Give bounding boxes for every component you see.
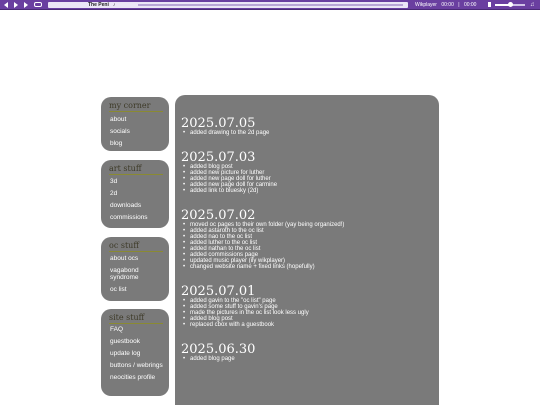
- nav-link-about[interactable]: about: [110, 116, 127, 123]
- player-info: [415, 2, 479, 8]
- log-item: • added blog page: [190, 356, 433, 362]
- previous-icon: [4, 2, 8, 8]
- time-current: 00:00: [441, 2, 454, 8]
- log-item: • added drawing to the 2d page: [190, 130, 433, 136]
- log-item: • added new page doll for luther: [190, 176, 433, 182]
- nav-heading: site stuff: [109, 313, 163, 324]
- playlist-toggle-button[interactable]: [34, 2, 42, 7]
- log-item-list: [181, 222, 433, 270]
- log-item: • added new page doll for carmine: [190, 182, 433, 188]
- nav-link-3d[interactable]: 3d: [110, 178, 118, 185]
- next-icon: [24, 2, 28, 8]
- log-item: • added blog post: [190, 316, 433, 322]
- volume-slider[interactable]: [495, 4, 525, 6]
- track-title: The Peni: [88, 2, 109, 8]
- log-entry: [181, 209, 433, 270]
- nav-box-site-stuff: [101, 309, 169, 396]
- previous-track-button[interactable]: [2, 1, 10, 9]
- log-item: • added commissions page: [190, 252, 433, 258]
- nav-link-buttons-webrings[interactable]: buttons / webrings: [110, 362, 163, 369]
- log-item-list: [181, 130, 433, 136]
- nav-link-about-ocs[interactable]: about ocs: [110, 255, 139, 262]
- nav-link-vagabond-syndrome[interactable]: vagabond syndrome: [110, 267, 139, 281]
- track-display: [48, 2, 408, 8]
- nav-link-downloads[interactable]: downloads: [110, 202, 142, 209]
- log-item: • made the pictures in the oc list look less ugly: [190, 310, 433, 316]
- log-item: • updated music player (ily wikplayer): [190, 258, 433, 264]
- time-total: 00:00: [463, 2, 477, 8]
- log-item: • moved oc pages to their own folder (yay being organized!): [190, 222, 433, 228]
- log-item: • added link to bluesky (2d): [190, 188, 433, 194]
- log-item-list: [181, 298, 433, 328]
- volume-handle[interactable]: [508, 2, 513, 7]
- time-separator: |: [458, 2, 460, 8]
- log-item: • added luther to the oc list: [190, 240, 433, 246]
- log-entry: [181, 343, 433, 362]
- log-item: • added some stuff to gavin's page: [190, 304, 433, 310]
- log-date: 2025.07.01: [181, 284, 256, 299]
- log-item-list: [181, 356, 433, 362]
- log-item: • added nathan to the oc list: [190, 246, 433, 252]
- nav-link-faq[interactable]: FAQ: [110, 326, 124, 333]
- speaker-icon[interactable]: [488, 2, 493, 7]
- log-date: 2025.07.02: [181, 208, 256, 223]
- log-entry: [181, 285, 433, 328]
- nav-box-my-corner: [101, 97, 169, 151]
- nav-box-oc-stuff: [101, 237, 169, 301]
- log-item: • added new picture for luther: [190, 170, 433, 176]
- play-icon: [14, 2, 18, 8]
- nav-heading: art stuff: [109, 164, 163, 175]
- nav-link-socials[interactable]: socials: [110, 128, 130, 135]
- log-item: • added gavin to the "oc list" page: [190, 298, 433, 304]
- nav-link-blog[interactable]: blog: [110, 140, 123, 147]
- log-item: • added nao to the oc list: [190, 234, 433, 240]
- music-note-icon: ♪: [112, 2, 116, 8]
- log-item-list: [181, 164, 433, 194]
- nav-link-neocities-profile[interactable]: neocities profile: [110, 374, 156, 381]
- music-player-bar: [0, 0, 540, 10]
- play-button[interactable]: [12, 1, 20, 9]
- log-item: • replaced cbox with a guestbook: [190, 322, 433, 328]
- log-date: 2025.07.03: [181, 150, 256, 165]
- nav-box-art-stuff: [101, 160, 169, 228]
- log-item: • changed website name + fixed links (hopefully): [190, 264, 433, 270]
- nav-link-commissions[interactable]: commissions: [110, 214, 148, 221]
- log-date: 2025.07.05: [181, 116, 256, 131]
- next-track-button[interactable]: [22, 1, 30, 9]
- player-app-name[interactable]: Wikplayer: [415, 2, 437, 8]
- log-entry: [181, 151, 433, 194]
- log-entry: [181, 117, 433, 136]
- log-date: 2025.06.30: [181, 342, 256, 357]
- nav-link-2d[interactable]: 2d: [110, 190, 118, 197]
- nav-heading: my corner: [109, 101, 163, 112]
- nav-heading: oc stuff: [109, 241, 163, 252]
- playlist-menu-icon[interactable]: ♫: [530, 2, 535, 8]
- nav-link-update-log[interactable]: update log: [110, 350, 141, 357]
- nav-link-oc-list[interactable]: oc list: [110, 286, 127, 293]
- log-item: • added blog post: [190, 164, 433, 170]
- update-log-panel: [175, 95, 439, 405]
- progress-bar[interactable]: [138, 4, 403, 6]
- log-item: • added astaroth to the oc list: [190, 228, 433, 234]
- nav-link-guestbook[interactable]: guestbook: [110, 338, 140, 345]
